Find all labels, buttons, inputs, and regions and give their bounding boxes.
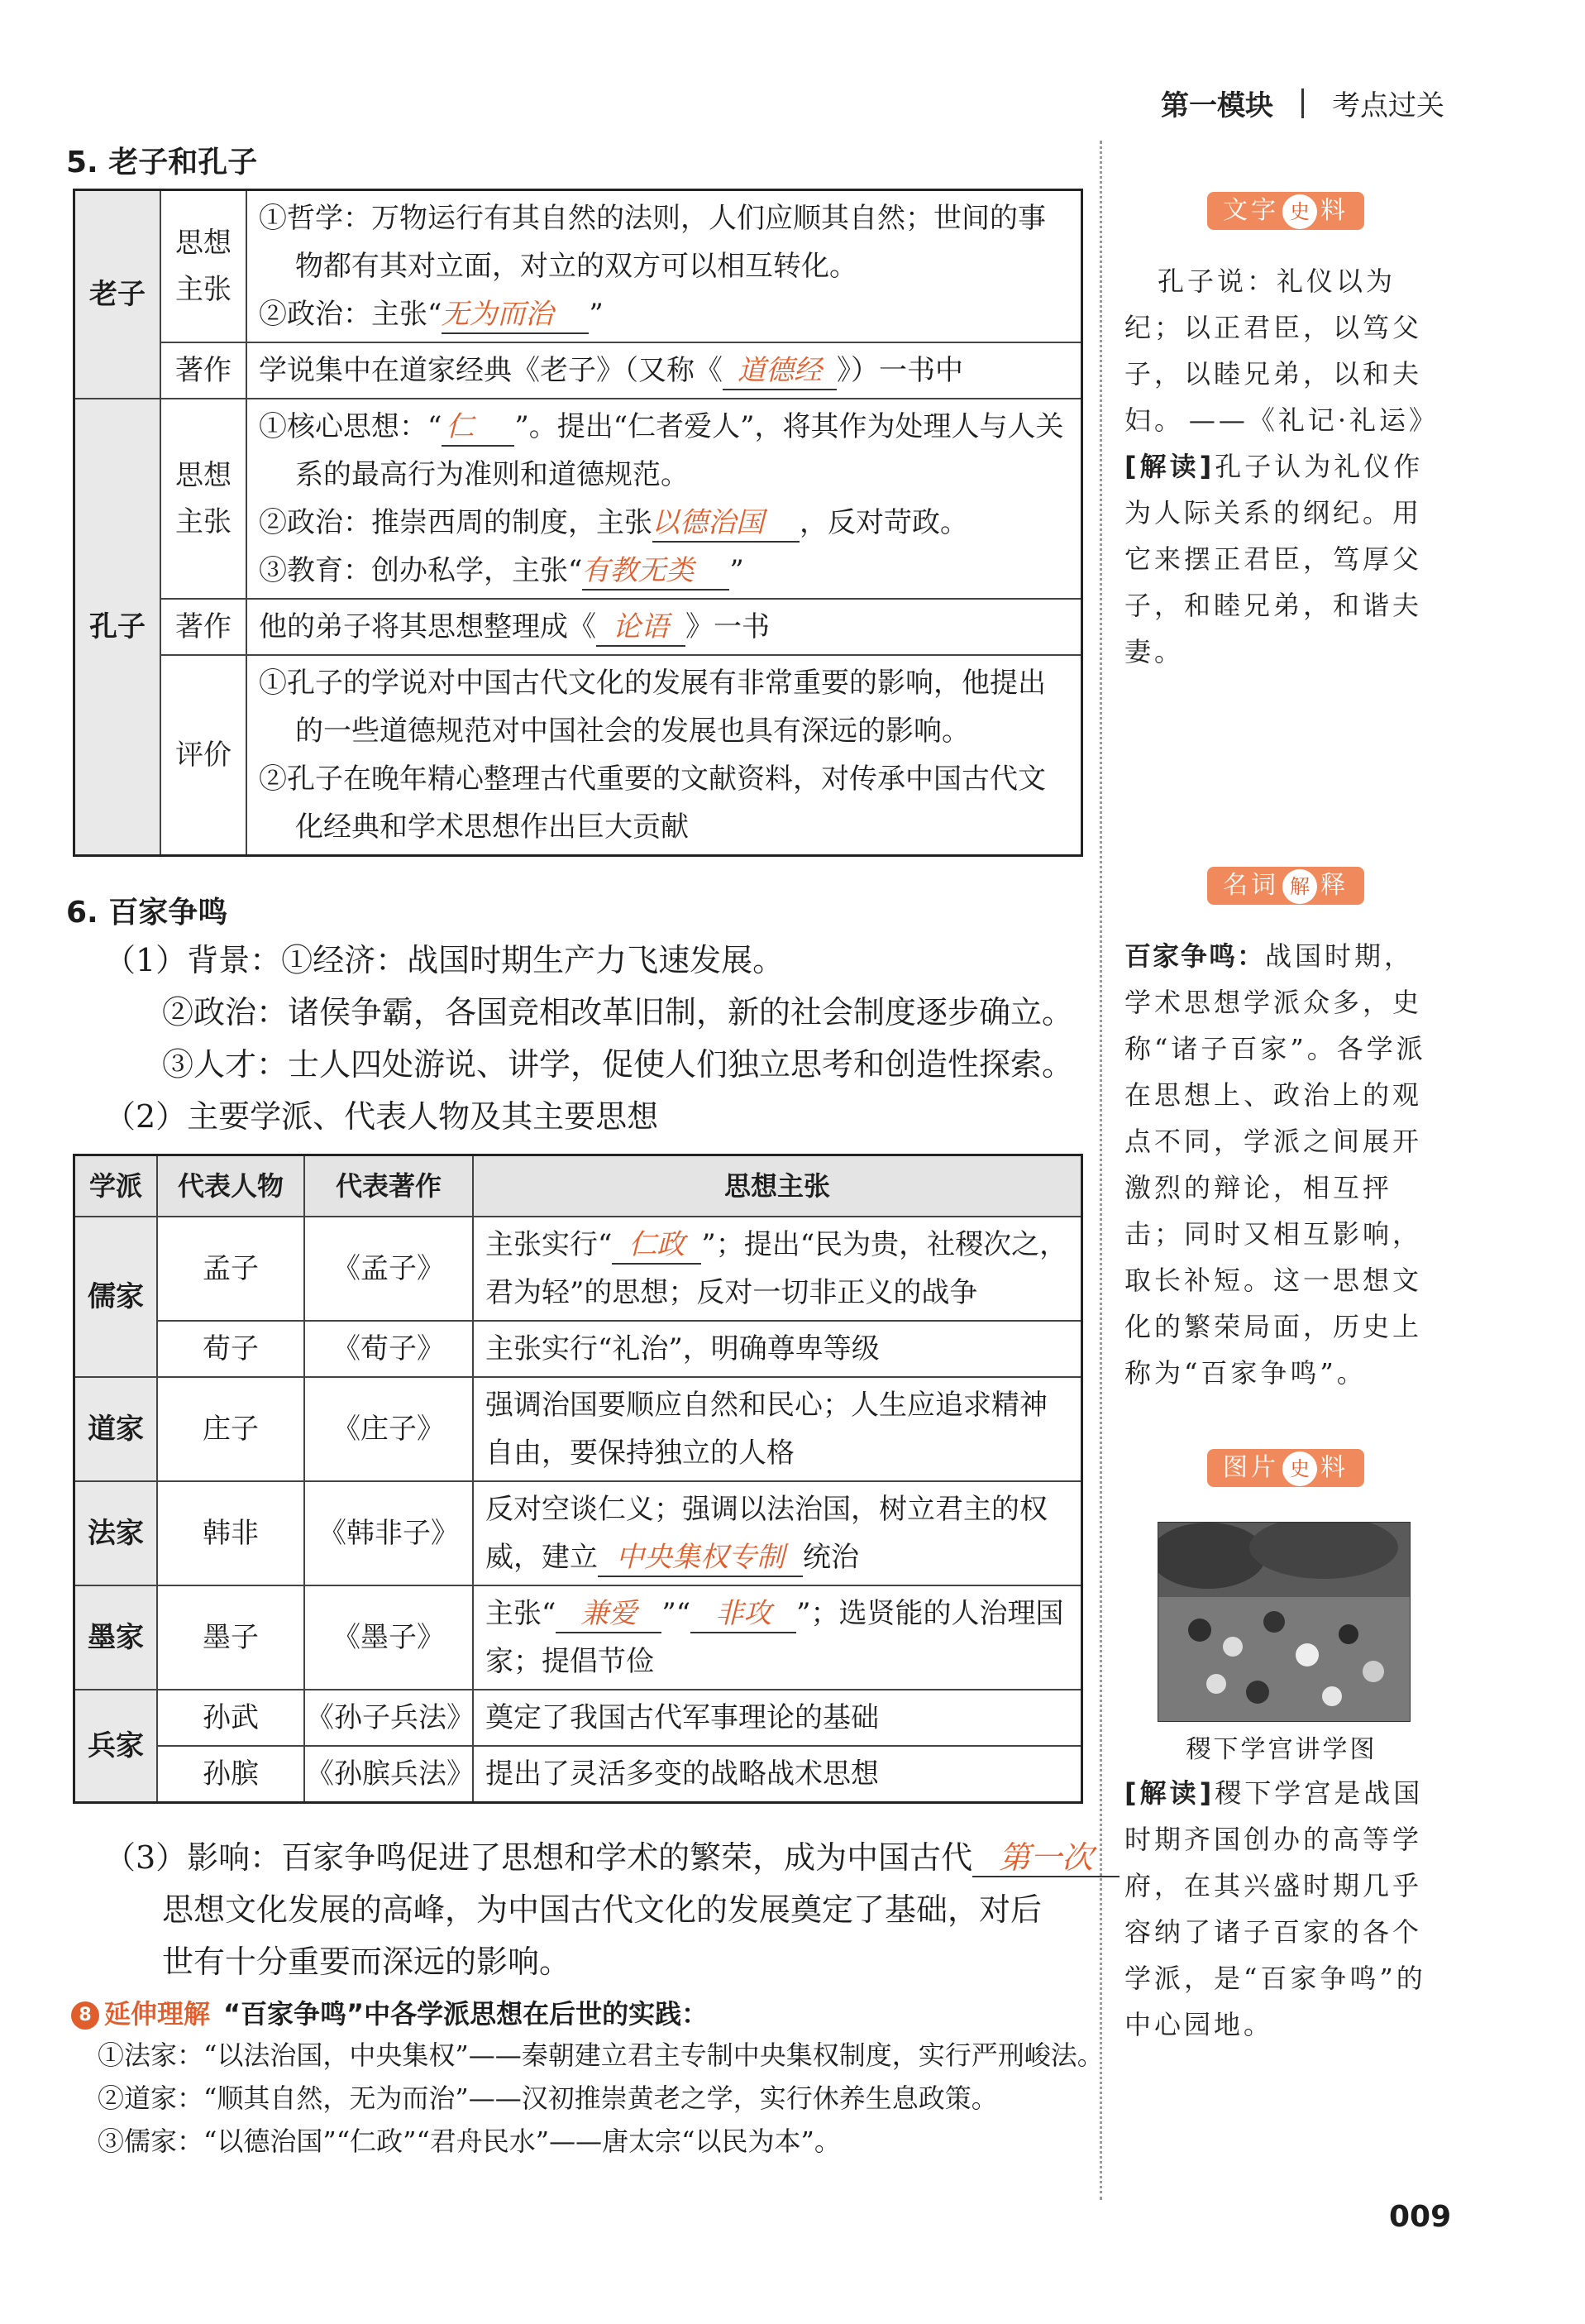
answer-blank: 中央集权专制	[598, 1539, 803, 1577]
extension-heading	[71, 1993, 708, 2031]
school-fajia: 法家	[74, 1481, 158, 1585]
idea-zhuangzi: 强调治国要顺应自然和民心；人生应追求精神自由，要保持独立的人格	[473, 1377, 1082, 1481]
kongzi-works-label: 著作	[160, 599, 246, 655]
background-talent: ③人才：士人四处游说、讲学，促使人们独立思考和创造性探索。	[162, 1046, 1074, 1083]
person-sunbin: 孙膑	[157, 1746, 304, 1803]
work-mengzi: 《孟子》	[304, 1217, 473, 1321]
answer-blank: 有教无类	[582, 552, 729, 591]
answer-blank: 道德经	[723, 352, 837, 390]
idea-sunwu: 奠定了我国古代军事理论的基础	[473, 1690, 1082, 1746]
impact-line-3: 世有十分重要而深远的影响。	[162, 1944, 571, 1980]
image-caption: 稷下学宫讲学图	[1186, 1735, 1377, 1764]
idea-mengzi: 主张实行“ 仁政 ”；提出“民为贵，社稷次之，君为轻”的思想；反对一切非正义的战争	[473, 1217, 1082, 1321]
badge-image-source: 图片 史 料	[1207, 1449, 1364, 1487]
person-sunwu: 孙武	[157, 1690, 304, 1746]
answer-blank: 兼爱	[556, 1595, 661, 1633]
running-header	[1161, 83, 1444, 123]
column-divider	[1100, 141, 1102, 2200]
person-mozi: 墨子	[157, 1585, 304, 1690]
extension-badge: 8 延伸理解	[71, 1993, 210, 2031]
answer-blank: 以德治国	[652, 504, 800, 543]
schools-table	[73, 1154, 1083, 1804]
col-person: 代表人物	[157, 1155, 304, 1217]
reading-2: [解读]稷下学宫是战国时期齐国创办的高等学府，在其兴盛时期几乎容纳了诸子百家的各个学派，是“百家争鸣”的中心园地。	[1124, 1777, 1426, 2040]
idea-sunbin: 提出了灵活多变的战略战术思想	[473, 1746, 1082, 1803]
person-xunzi: 荀子	[157, 1321, 304, 1377]
laozi-thought-label: 思想主张	[160, 190, 246, 343]
laozi-cell: 老子	[74, 190, 161, 399]
extension-item: ①法家：“以法治国，中央集权”——秦朝建立君主专制中央集权制度，实行严刑峻法。	[98, 2039, 1104, 2071]
extension-icon: 8	[71, 2001, 99, 2030]
work-sunzi: 《孙子兵法》	[304, 1690, 473, 1746]
school-mojia: 墨家	[74, 1585, 158, 1690]
col-idea: 思想主张	[473, 1155, 1082, 1217]
school-daojia: 道家	[74, 1377, 158, 1481]
work-zhuangzi: 《庄子》	[304, 1377, 473, 1481]
col-school: 学派	[74, 1155, 158, 1217]
extension-item: ③儒家：“以德治国”“仁政”“君舟民水”——唐太宗“以民为本”。	[98, 2126, 841, 2157]
section-6-title: 6. 百家争鸣	[66, 896, 228, 930]
kongzi-thought-content: ①核心思想：“ 仁 ”。提出“仁者爱人”，将其作为处理人与人关系的最高行为准则和道德规范。 ②政治：推崇西周的制度，主张以德治国 ，反对苛政。 ③教育：创办私学，主张“有教无类 ”	[246, 399, 1082, 599]
badge-term: 名词 解 释	[1207, 867, 1364, 905]
work-xunzi: 《荀子》	[304, 1321, 473, 1377]
answer-blank: 仁	[442, 409, 514, 447]
laozi-works-label: 著作	[160, 342, 246, 399]
kongzi-thought-label: 思想主张	[160, 399, 246, 599]
answer-blank: 论语	[596, 609, 685, 647]
answer-blank: 第一次	[972, 1839, 1120, 1877]
background-politics: ②政治：诸侯争霸，各国竞相改革旧制，新的社会制度逐步确立。	[162, 994, 1074, 1030]
module-title: 第一模块	[1161, 89, 1273, 122]
kongzi-works-content: 他的弟子将其思想整理成《 论语 》一书	[246, 599, 1082, 655]
idea-mozi: 主张“ 兼爱 ”“ 非攻 ”；选贤能的人治理国家；提倡节俭	[473, 1585, 1082, 1690]
work-mozi: 《墨子》	[304, 1585, 473, 1690]
person-zhuangzi: 庄子	[157, 1377, 304, 1481]
answer-blank: 无为而治	[442, 296, 589, 334]
section-title: 考点过关	[1332, 89, 1444, 122]
kongzi-eval-content: ①孔子的学说对中国古代文化的发展有非常重要的影响，他提出的一些道德规范对中国社会的发展也具有深远的影响。 ②孔子在晚年精心整理古代重要的文献资料，对传承中国古代文化经典和学术思想作出巨大贡献	[246, 655, 1082, 856]
background-economy: （1）背景：①经济：战国时期生产力飞速发展。	[104, 942, 785, 978]
person-mengzi: 孟子	[157, 1217, 304, 1321]
idea-hanfei: 反对空谈仁义；强调以法治国，树立君主的权威，建立 中央集权专制 统治	[473, 1481, 1082, 1585]
idea-xunzi: 主张实行“礼治”，明确尊卑等级	[473, 1321, 1082, 1377]
painting-illustration	[1158, 1523, 1410, 1721]
impact-line-2: 思想文化发展的高峰，为中国古代文化的发展奠定了基础，对后	[162, 1891, 1043, 1928]
work-sunbin: 《孙膑兵法》	[304, 1746, 473, 1803]
quote-source: ——《礼记·礼运》	[1188, 404, 1439, 436]
col-work: 代表著作	[304, 1155, 473, 1217]
section-5-title: 5. 老子和孔子	[66, 146, 258, 179]
answer-blank: 仁政	[612, 1227, 701, 1265]
extension-item: ②道家：“顺其自然，无为而治”——汉初推崇黄老之学，实行休养生息政策。	[98, 2083, 998, 2114]
answer-blank: 非攻	[690, 1595, 796, 1633]
reading-1: [解读]孔子认为礼仪作为人际关系的纲纪。用它来摆正君臣，笃厚父子，和睦兄弟，和谐夫妻。	[1124, 451, 1424, 667]
person-hanfei: 韩非	[157, 1481, 304, 1585]
impact-line-1: （3）影响：百家争鸣促进了思想和学术的繁荣，成为中国古代 第一次	[104, 1832, 1120, 1884]
school-bingjia: 兵家	[74, 1690, 158, 1803]
header-divider	[1301, 88, 1304, 118]
work-hanfeizi: 《韩非子》	[304, 1481, 473, 1585]
page-number: 009	[1389, 2200, 1452, 2234]
kongzi-cell: 孔子	[74, 399, 161, 856]
term-definition: 百家争鸣：战国时期，学术思想学派众多，史称“诸子百家”。各学派在思想上、政治上的观点不同，学派之间展开激烈的辩论，相互抨击；同时又相互影响，取长补短。这一思想文化的繁荣局面，历史上称为“百家争鸣”。	[1124, 940, 1426, 1389]
subsection-2-title: （2）主要学派、代表人物及其主要思想	[104, 1098, 659, 1135]
laozi-thought-content: ①哲学：万物运行有其自然的法则，人们应顺其自然；世间的事物都有其对立面，对立的双方可以相互转化。 ②政治：主张“无为而治 ”	[246, 190, 1082, 343]
badge-text-source: 文字 史 料	[1207, 192, 1364, 230]
laozi-kongzi-table	[73, 189, 1083, 857]
confucius-quote: 孔子说：礼仪以为纪；以正君臣，以笃父子，以睦兄弟，以和夫妇。	[1124, 265, 1423, 436]
kongzi-eval-label: 评价	[160, 655, 246, 856]
laozi-works-content: 学说集中在道家经典《老子》（又称《 道德经 》）一书中	[246, 342, 1082, 399]
extension-title: “百家争鸣”中各学派思想在后世的实践：	[223, 1998, 709, 2030]
school-rujia: 儒家	[74, 1217, 158, 1377]
jixia-academy-image	[1158, 1522, 1411, 1722]
